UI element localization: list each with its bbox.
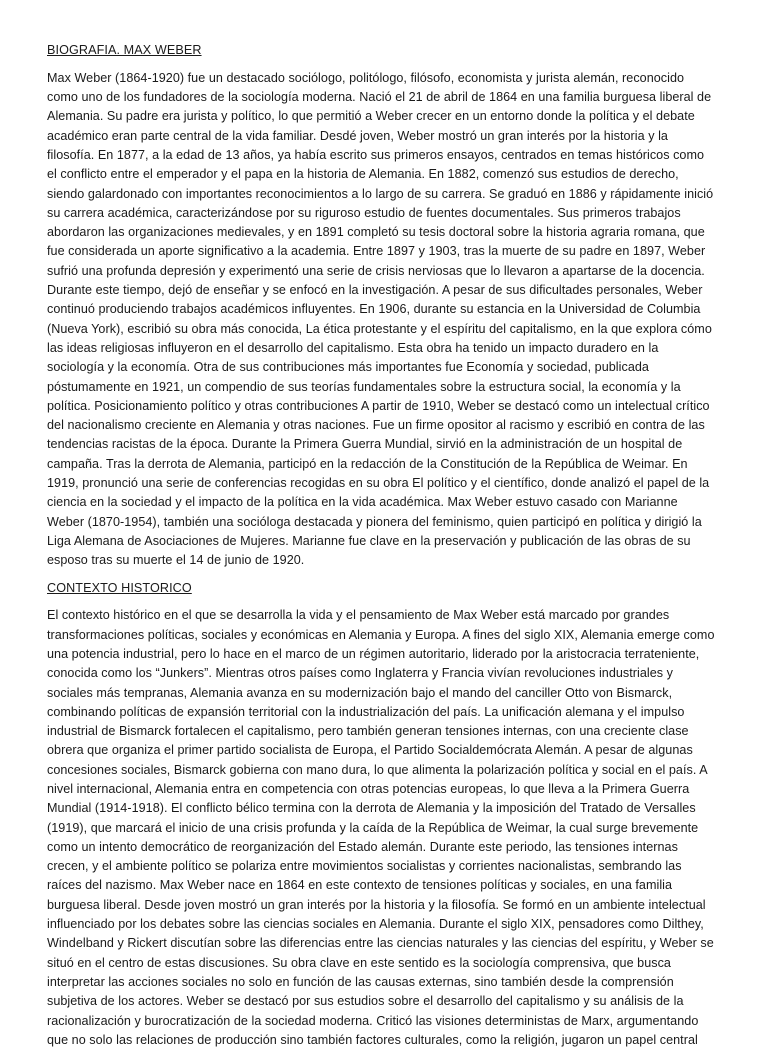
- section-body-contexto: El contexto histórico en el que se desarrolla la vida y el pensamiento de Max Weber está marcado por grandes transformaciones políticas, sociales y económicas en Alemania y Europa. A fines del siglo XIX, Alemania emerge como una potencia industrial, pero lo hace en el marco de un régimen autoritario, liderado por la aristocracia terrateniente, conocida como los “Junkers”. Mientras otros países como Inglaterra y Francia vivían revoluciones industriales y sociales más tempranas, Alemania avanza en su modernización bajo el mando del canciller Otto von Bismarck, combinando políticas de expansión territorial con la industrialización del país. La unificación alemana y el impulso industrial de Bismarck fortalecen el capitalismo, pero también generan tensiones internas, con una creciente clase obrera que organiza el primer partido socialista de Europa, el Partido Socialdemócrata Alemán. A pesar de algunas concesiones sociales, Bismarck gobierna con mano dura, lo que alimenta la polarización política y social en el país. A nivel internacional, Alemania entra en competencia con otras potencias europeas, lo que lleva a la Primera Guerra Mundial (1914-1918). El conflicto bélico termina con la derrota de Alemania y la imposición del Tratado de Versalles (1919), que marcará el inicio de una crisis profunda y la caída de la República de Weimar, la cual surge brevemente como un intento democrático de reorganización del Estado alemán. Durante este periodo, las tensiones internas crecen, y el ambiente político se polariza entre movimientos socialistas y corrientes nacionalistas, sembrando las raíces del nazismo. Max Weber nace en 1864 en este contexto de tensiones políticas y sociales, en una familia burguesa liberal. Desde joven mostró un gran interés por la historia y la filosofía. Se formó en un ambiente intelectual influenciado por los debates sobre las ciencias sociales en Alemania. Durante el siglo XIX, pensadores como Dilthey, Windelband y Rickert discutían sobre las diferencias entre las ciencias naturales y las ciencias del espíritu, y Weber se situó en el centro de estas discusiones. Su obra clave en este sentido es la sociología comprensiva, que busca interpretar las acciones sociales no solo en función de las causas externas, sino también desde la comprensión subjetiva de los actores. Weber se destacó por sus estudios sobre el desarrollo del capitalismo y su análisis de la racionalización y burocratización de la sociedad moderna. Criticó las visiones deterministas de Marx, argumentando que no solo las relaciones de producción sino también factores culturales, como la religión, jugaron un papel central: [47, 608, 715, 1047]
- section-body-biografia: Max Weber (1864-1920) fue un destacado sociólogo, politólogo, filósofo, economista y jurista alemán, reconocido como uno de los fundadores de la sociología moderna. Nació el 21 de abril de 1864 en una familia burguesa liberal de Alemania. Su padre era jurista y político, lo que permitió a Weber crecer en un entorno donde la política y el debate académico eran parte central de la vida familiar. Desdé joven, Weber mostró un gran interés por la historia y la filosofía. En 1877, a la edad de 13 años, ya había escrito sus primeros ensayos, centrados en temas históricos como el conflicto entre el emperador y el papa en la historia de Alemania. En 1882, comenzó sus estudios de derecho, siendo galardonado con importantes reconocimientos a lo largo de su carrera. Se graduó en 1886 y rápidamente inició su carrera académica, caracterizándose por su riguroso estudio de fuentes documentales. Sus primeros trabajos abordaron las organizaciones medievales, y en 1891 completó su tesis doctoral sobre la historia agraria romana, que fue considerada un aporte significativo a la academia. Entre 1897 y 1903, tras la muerte de su padre en 1897, Weber sufrió una profunda depresión y experimentó una serie de crisis nerviosas que lo llevaron a apartarse de la docencia. Durante este tiempo, dejó de enseñar y se enfocó en la investigación. A pesar de sus dificultades personales, Weber continuó produciendo trabajos académicos influyentes. En 1906, durante su estancia en la Universidad de Columbia (Nueva York), escribió su obra más conocida, La ética protestante y el espíritu del capitalismo, en la que explora cómo las ideas religiosas influyeron en el desarrollo del capitalismo. Esta obra ha tenido un impacto duradero en la sociología y la economía. Otra de sus contribuciones más importantes fue Economía y sociedad, publicada póstumamente en 1921, un compendio de sus teorías fundamentales sobre la estructura social, la economía y la política. Posicionamiento político y otras contribuciones A partir de 1910, Weber se destacó como un intelectual crítico del nacionalismo creciente en Alemania y otras naciones. Fue un firme opositor al racismo y escribió en contra de las tendencias racistas de la época. Durante la Primera Guerra Mundial, sirvió en la administración de un hospital de campaña. Tras la derrota de Alemania, participó en la redacción de la Constitución de la República de Weimar. En 1919, pronunció una serie de conferencias recogidas en su obra El político y el científico, donde analizó el papel de la ciencia en la sociedad y el impacto de la política en la vida académica. Max Weber estuvo casado con Marianne Weber (1870-1954), también una socióloga destacada y pionera del feminismo, quien participó en política y dirigió la Liga Alemana de Asociaciones de Mujeres. Marianne fue clave en la preservación y publicación de las obras de su esposo tras su muerte el 14 de junio de 1920.: [47, 70, 714, 568]
- section-heading-biografia: BIOGRAFIA. MAX WEBER: [47, 43, 202, 57]
- section-heading-contexto: CONTEXTO HISTORICO: [47, 580, 192, 595]
